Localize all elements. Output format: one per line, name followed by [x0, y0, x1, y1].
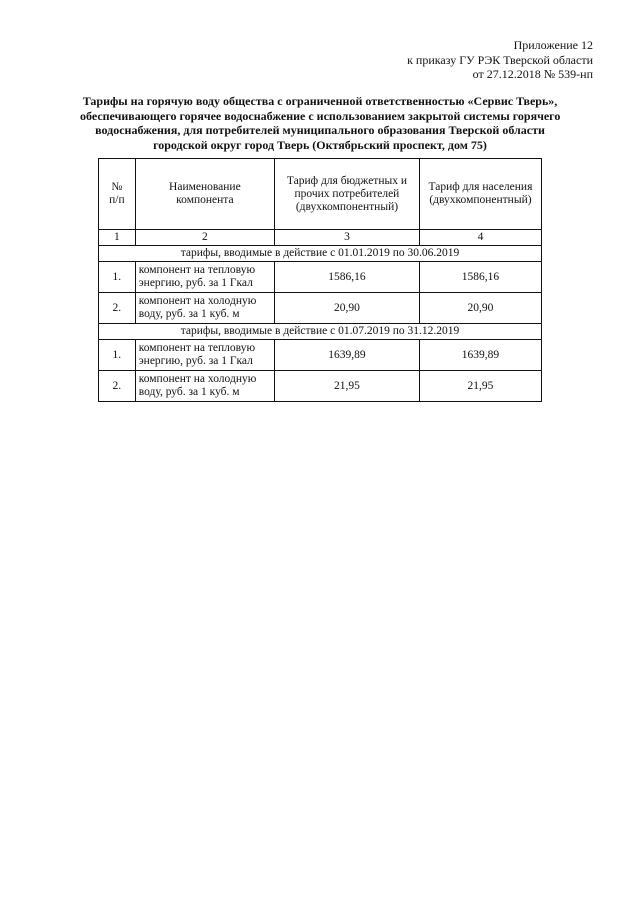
budget-tariff-value: 1586,16	[274, 262, 419, 293]
title-line-1: Тарифы на горячую воду общества с ограниченной ответственностью «Сервис Тверь»,	[82, 94, 558, 108]
table-row	[99, 340, 542, 371]
column-number: 2	[135, 230, 274, 246]
column-number: 4	[419, 230, 541, 246]
component-name: компонент на холодную воду, руб. за 1 куб. м	[135, 371, 274, 402]
row-number: 2.	[99, 371, 136, 402]
budget-tariff-value: 1639,89	[274, 340, 419, 371]
column-numbers-row	[99, 230, 542, 246]
period-label: тарифы, вводимые в действие с 01.07.2019 по 31.12.2019	[99, 324, 542, 340]
header-component-name: Наименование компонента	[135, 159, 274, 230]
population-tariff-value: 1639,89	[419, 340, 541, 371]
table-row	[99, 371, 542, 402]
tariffs-table	[98, 158, 542, 402]
title-line-2: обеспечивающего горячее водоснабжение с использованием закрытой системы горячего	[80, 108, 561, 123]
appendix-header	[293, 38, 593, 82]
component-name: компонент на холодную воду, руб. за 1 куб. м	[135, 293, 274, 324]
row-number: 1.	[99, 340, 136, 371]
population-tariff-value: 20,90	[419, 293, 541, 324]
title-line-3: водоснабжения, для потребителей муниципального образования Тверской области	[95, 123, 545, 137]
period-row	[99, 324, 542, 340]
table-row	[99, 262, 542, 293]
component-name: компонент на тепловую энергию, руб. за 1 Гкал	[135, 262, 274, 293]
population-tariff-value: 1586,16	[419, 262, 541, 293]
appendix-number: Приложение 12	[513, 38, 593, 52]
period-row	[99, 246, 542, 262]
document-title	[80, 94, 560, 152]
component-name: компонент на тепловую энергию, руб. за 1 Гкал	[135, 340, 274, 371]
period-label: тарифы, вводимые в действие с 01.01.2019 по 30.06.2019	[99, 246, 542, 262]
header-budget-tariff: Тариф для бюджетных и прочих потребителей (двухкомпонентный)	[274, 159, 419, 230]
row-number: 2.	[99, 293, 136, 324]
row-number: 1.	[99, 262, 136, 293]
order-reference: к приказу ГУ РЭК Тверской области	[407, 52, 593, 67]
order-date-number: от 27.12.2018 № 539-нп	[472, 67, 593, 81]
header-population-tariff: Тариф для населения (двухкомпонентный)	[419, 159, 541, 230]
header-number: № п/п	[99, 159, 136, 230]
column-number: 3	[274, 230, 419, 246]
table-header-row	[99, 159, 542, 230]
budget-tariff-value: 21,95	[274, 371, 419, 402]
table-row	[99, 293, 542, 324]
budget-tariff-value: 20,90	[274, 293, 419, 324]
title-line-4: городской округ город Тверь (Октябрьский проспект, дом 75)	[153, 137, 487, 152]
column-number: 1	[99, 230, 136, 246]
population-tariff-value: 21,95	[419, 371, 541, 402]
